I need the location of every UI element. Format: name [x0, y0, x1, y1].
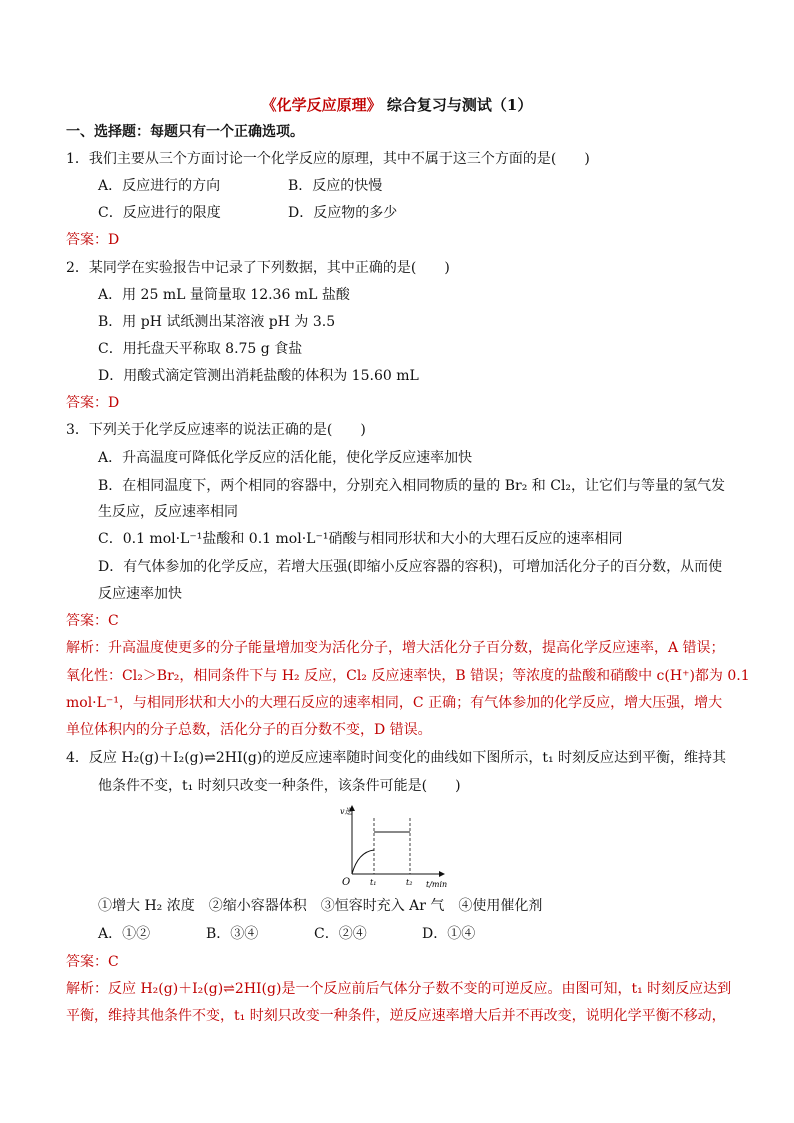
q4-answer: 答案：C: [66, 954, 119, 970]
q3-analysis-line4: 单位体积内的分子总数，活化分子的百分数不变，D 错误。: [66, 722, 432, 738]
q3-option-d-line1: D．有气体参加的化学反应，若增大压强(即缩小反应容器的容积)，可增加活化分子的百分数，从而使: [98, 559, 723, 575]
graph-y-label: v逆: [340, 807, 353, 816]
graph-curve: [352, 850, 374, 874]
q1-option-c: C．反应进行的限度: [98, 205, 221, 221]
q2-option-c: C．用托盘天平称取 8.75 g 食盐: [98, 341, 303, 357]
q3-analysis-line2: 氧化性：Cl₂＞Br₂，相同条件下与 H₂ 反应，Cl₂ 反应速率快，B 错误；等浓度的盐酸和硝酸中 c(H⁺)都为 0.1: [66, 668, 750, 684]
q2-stem: 2．某同学在实验报告中记录了下列数据，其中正确的是( ): [66, 260, 450, 276]
q1-options-row1: [98, 176, 768, 196]
q3-analysis-line3: mol·L⁻¹，与相同形状和大小的大理石反应的速率相同，C 正确；有气体参加的化学反应，增大压强，增大: [66, 695, 723, 711]
title-book-name: 《化学反应原理》: [261, 96, 382, 114]
q3-option-c: C．0.1 mol·L⁻¹盐酸和 0.1 mol·L⁻¹硝酸与相同形状和大小的大理石反应的速率相同: [98, 531, 623, 547]
q1-option-a: A．反应进行的方向: [98, 178, 221, 194]
q4-items: ①增大 H₂ 浓度 ②缩小容器体积 ③恒容时充入 Ar 气 ④使用催化剂: [98, 898, 543, 914]
q1-option-d: D．反应物的多少: [288, 205, 398, 221]
q3-option-b-line1: B．在相同温度下，两个相同的容器中，分别充入相同物质的量的 Br₂ 和 Cl₂，让它们与等量的氢气发: [98, 478, 726, 494]
document-title: [0, 94, 794, 115]
q4-options: [98, 924, 768, 944]
q3-option-d-line2: 反应速率加快: [98, 586, 182, 602]
q1-answer: 答案：D: [66, 232, 120, 248]
q4-option-b: B．③④: [206, 926, 259, 942]
q1-options-row2: [98, 203, 768, 223]
section-heading: 一、选择题：每题只有一个正确选项。: [66, 124, 304, 140]
q4-option-a: A．①②: [98, 926, 151, 942]
title-suffix: 综合复习与测试（1）: [381, 96, 533, 114]
q3-analysis-line1: 解析：升高温度使更多的分子能量增加变为活化分子，增大活化分子百分数，提高化学反应速率，A 错误；: [66, 640, 725, 656]
q4-stem-line1: 4．反应 H₂(g)＋I₂(g)⇌2HI(g)的逆反应速率随时间变化的曲线如下图所示，t₁ 时刻反应达到平衡，维持其: [66, 750, 727, 766]
q3-answer: 答案：C: [66, 613, 119, 629]
q4-option-c: C．②④: [314, 926, 367, 942]
q2-option-b: B．用 pH 试纸测出某溶液 pH 为 3.5: [98, 314, 336, 330]
q1-stem: 1．我们主要从三个方面讨论一个化学反应的原理，其中不属于这三个方面的是( ): [66, 151, 590, 167]
graph-t2-label: t₂: [406, 878, 413, 887]
graph-t1-label: t₁: [370, 878, 377, 887]
q3-option-b-line2: 生反应，反应速率相同: [98, 504, 238, 520]
q3-stem: 3．下列关于化学反应速率的说法正确的是( ): [66, 422, 366, 438]
q4-stem-line2: 他条件不变，t₁ 时刻只改变一种条件，该条件可能是( ): [98, 778, 461, 794]
q2-option-d: D．用酸式滴定管测出消耗盐酸的体积为 15.60 mL: [98, 368, 419, 384]
q2-option-a: A．用 25 mL 量筒量取 12.36 mL 盐酸: [98, 287, 350, 303]
graph-origin: O: [342, 877, 351, 888]
graph-x-label: t/min: [426, 880, 448, 889]
velocity-time-graph: [338, 800, 458, 890]
q3-option-a: A．升高温度可降低化学反应的活化能，使化学反应速率加快: [98, 450, 473, 466]
q4-analysis-line2: 平衡，维持其他条件不变，t₁ 时刻只改变一种条件，逆反应速率增大后并不再改变，说明化学平衡不移动，: [66, 1008, 726, 1024]
q2-answer: 答案：D: [66, 395, 120, 411]
q1-option-b: B．反应的快慢: [288, 178, 383, 194]
q4-option-d: D．①④: [422, 926, 476, 942]
q4-analysis-line1: 解析：反应 H₂(g)＋I₂(g)⇌2HI(g)是一个反应前后气体分子数不变的可逆反应。由图可知，t₁ 时刻反应达到: [66, 981, 732, 997]
